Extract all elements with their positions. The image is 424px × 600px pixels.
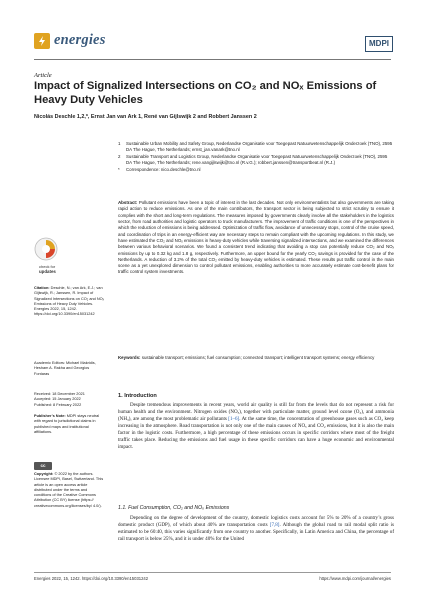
- journal-logo-icon: [34, 33, 50, 49]
- academic-editors: Academic Editors: Michael Makridis, Hesham A. Rakha and Georgios Fontaras: [34, 361, 96, 376]
- copyright-text: © 2022 by the authors. Licensee MDPI, Basel, Switzerland. This article is an open access article distributed under the terms and conditions of the Creative Commons Attribution (CC BY) license (https:// creativecommons.org/licenses/by/ 4.0/).: [34, 472, 104, 508]
- accepted-date: Accepted: 15 January 2022: [34, 397, 81, 402]
- affiliation-text: Correspondence: nico.deschle@tno.nl: [126, 167, 201, 173]
- footer-divider: [34, 572, 391, 573]
- affiliation-text: Sustainable Urban Mobility and Safety Group, Nederlandse Organisatie voor Toegepast Natuurwetenschappelijk Onderzoek (TNO), 2595 DA The Hague, The Netherlands; ernst_jan.vanark@tno.nl: [126, 141, 393, 153]
- paragraph-text: . At the same time, the concentration of greenhouse gases such as CO₂ keep increasing in the atmosphere. Road transportation is not only one of the main causes of NOₓ and CO₂ emissions, but it is also the main factor in the logistic costs. Furthermore, a high percentage of these emissions occurs in specific corridors where most of the freight traffic takes place. Reducing the emissions and fuel usage in these specific corridors can have a huge economic and environmental impact.: [118, 415, 394, 450]
- publisher-note-text: MDPI stays neutral with regard to jurisdictional claims in published maps and institutional affiliations.: [34, 414, 100, 434]
- copyright-block: [34, 472, 104, 509]
- body-paragraph: [118, 402, 394, 451]
- check-label-line2: updates: [39, 268, 56, 274]
- affiliation-marker: *: [118, 167, 120, 173]
- affiliation-marker: 1: [118, 141, 121, 146]
- affiliation-item: [118, 167, 394, 173]
- affiliation-item: [118, 141, 394, 153]
- body-paragraph: [118, 515, 394, 543]
- section-heading: 1. Introduction: [118, 393, 157, 399]
- keywords: [118, 355, 394, 361]
- paragraph-text: Despite tremendous improvements in recent years, world air quality is still far from the levels that do not represent a risk for human health and the environment. Nitrogen oxides (NOₓ), together with particulate matter, ground level ozone (O₃), and ammonia (NH₃), are among the most problematic air pollutants: [118, 402, 394, 422]
- citation-link[interactable]: [1–6]: [228, 415, 240, 422]
- footer-journal-link[interactable]: https://www.mdpi.com/journal/energies: [319, 576, 391, 581]
- mdpi-logo[interactable]: MDPI: [365, 36, 393, 52]
- abstract: [118, 200, 394, 276]
- subsection-heading: 1.1. Fuel Consumption, CO₂ and NOₓ Emissions: [118, 505, 230, 511]
- article-type: Article: [34, 72, 52, 79]
- citation-block: [34, 286, 104, 318]
- affiliation-marker: 2: [118, 154, 121, 160]
- paragraph-text: Depending on the degree of development of the country, domestic logistics costs account for 5% to 20% of a country’s gross domestic product (GDP), of which about 40% are transportation costs: [118, 515, 394, 528]
- affiliation-item: [118, 154, 394, 166]
- check-for-updates-icon[interactable]: [34, 237, 58, 261]
- copyright-label: Copyright:: [34, 472, 54, 476]
- abstract-text: Pollutant emissions have been a topic of interest in the last decades. Not only environmentalists but also governments are taking rapid action to reduce emissions. As one of the main contributors, the transport sector is being subjected to strict scrutiny to ensure it complies with the short and long-term regulations. The measures imposed by governments clearly involve all the stakeholders in the logistics sector, from road authorities and logistic operators to truck manufacturers. The improvement of traffic conditions is one of the perspectives in which the reduction of emissions is being addressed. Optimization of traffic flow, avoidance of unnecessary stops, control of the cruise speed, and coordination of trips in an energy-efficient way are necessary steps to remain compliant with the upcoming regulations. In this study, we have estimated the CO₂ and NOₓ emissions in heavy-duty vehicles while traversing signalized intersections, and we examined the differences between various behavioral scenarios. We found a consistent trend indicating that avoiding a stop can potentially reduce CO₂ and NOₓ emissions by up to 0.32 kg and 1.8 g, respectively. Furthermore, an upper bound for the yearly CO₂ savings is provided for the case of the Netherlands. A reduction of 3.2% of the total CO₂ emitted by heavy-duty vehicles is estimated. These results put traffic control in the main scene as a yet unexplored dimension to control pollutant emissions, enabling authorities to more accurately estimate cost-benefit plans for traffic control system investments.: [118, 200, 394, 275]
- citation-label: Citation:: [34, 286, 50, 290]
- author-list: Nicolás Deschle 1,2,*, Ernst Jan van Ark 1, René van Gijlswijk 2 and Robbert Janssen 2: [34, 114, 257, 120]
- publisher-note-label: Publisher’s Note:: [34, 414, 66, 418]
- article-title: Impact of Signalized Intersections on CO₂ and NOₓ Emissions of Heavy Duty Vehicles: [34, 80, 377, 106]
- cc-license-icon[interactable]: cc: [34, 462, 52, 470]
- citation-link[interactable]: [7,8]: [269, 521, 280, 528]
- footer-citation[interactable]: Energies 2022, 15, 1242. https://doi.org/10.3390/en15031242: [34, 576, 149, 581]
- affiliations: [118, 141, 394, 174]
- affiliation-text: Sustainable Transport and Logistics Group, Nederlandse Organisatie voor Toegepast Natuurwetenschappelijk Onderzoek (TNO), 2595 DA The Hague, The Netherlands; rene.vangijlswijk@tno.nl (R.v.G.); robbert.janssen@transportbeat.nl (R.J.): [126, 154, 388, 166]
- journal-name[interactable]: energies: [54, 32, 106, 48]
- paragraph-text: . Although the global road to rail modal split ratio is estimated to be 60:40, this varies significantly from one country to another. Specifically, in Latin America and China, the percentage of rail transport is below 25%, and it is under 40% for the United: [118, 521, 394, 542]
- check-label-line1: check for: [39, 264, 56, 269]
- received-date: Received: 18 December 2021: [34, 392, 85, 396]
- check-for-updates-label[interactable]: [39, 265, 56, 274]
- publication-dates: [34, 392, 104, 408]
- keywords-text: sustainable transport; emissions; fuel consumption; connected transport; intelligent transport systems; energy efficiency: [141, 355, 375, 360]
- header-divider: [34, 59, 391, 60]
- citation-text: Deschle, N.; van Ark, E.J.; van Gijlswijk, R.; Janssen, R. Impact of Signalized Intersections on CO₂ and NOₓ Emissions of Heavy Duty Vehicles. Energies 2022, 15, 1242. https://doi.org/10.3390/en15031242: [34, 286, 104, 317]
- abstract-label: Abstract:: [118, 200, 138, 205]
- publisher-note: [34, 414, 104, 435]
- keywords-label: Keywords:: [118, 355, 141, 360]
- published-date: Published: 8 February 2022: [34, 402, 82, 407]
